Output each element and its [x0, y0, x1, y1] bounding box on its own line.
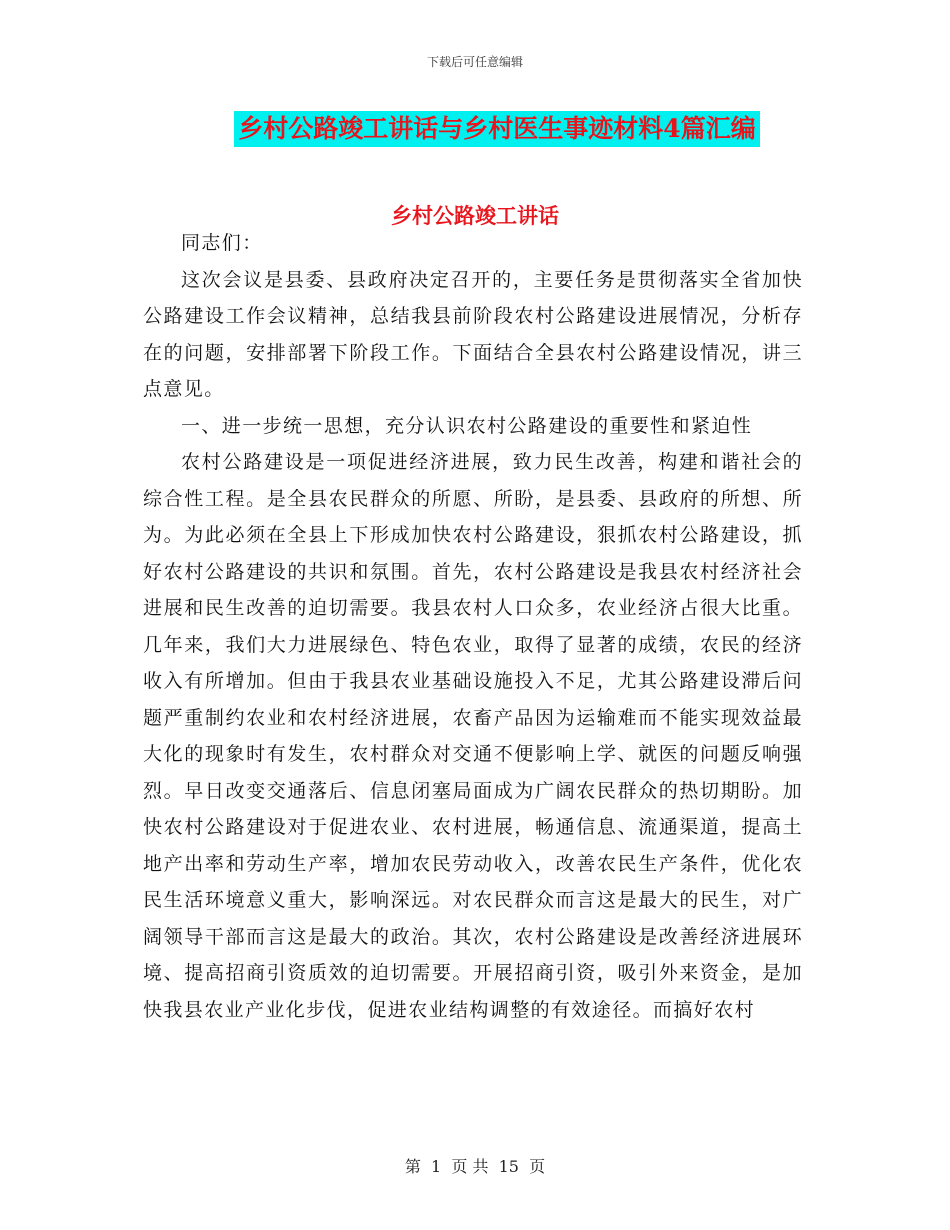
- paragraph-salutation: 同志们：: [181, 232, 263, 254]
- paragraph-intro: 这次会议是县委、县政府决定召开的，主要任务是贯彻落实全省加快公路建设工作会议精神，总结我县前阶段农村公路建设进展情况，分析存在的问题，安排部署下阶段工作。下面结合全县农村公路建设情况，讲三点意见。: [143, 268, 803, 400]
- footer-prefix: 第: [404, 1157, 421, 1176]
- footer-total-pages: 15: [498, 1157, 519, 1176]
- page-footer: [0, 1154, 950, 1177]
- section-title: 乡村公路竣工讲话: [391, 203, 559, 228]
- paragraph-heading-one: 一、进一步统一思想，充分认识农村公路建设的重要性和紧迫性: [181, 414, 753, 437]
- document-title-wrapper: [0, 111, 950, 147]
- header-note: 下载后可任意编辑: [426, 55, 523, 69]
- document-title: 乡村公路竣工讲话与乡村医生事迹材料4篇汇编: [234, 111, 759, 147]
- paragraph-body: 农村公路建设是一项促进经济进展，致力民生改善，构建和谐社会的综合性工程。是全县农民群众的所愿、所盼，是县委、县政府的所想、所为。为此必须在全县上下形成加快农村公路建设，狠抓农村公路建设，抓好农村公路建设的共识和氛围。首先，农村公路建设是我县农村经济社会进展和民生改善的迫切需要。我县农村人口众多，农业经济占很大比重。几年来，我们大力进展绿色、特色农业，取得了显著的成绩，农民的经济收入有所增加。但由于我县农业基础设施投入不足，尤其公路建设滞后问题严重制约农业和农村经济进展，农畜产品因为运输难而不能实现效益最大化的现象时有发生，农村群众对交通不便影响上学、就医的问题反响强烈。早日改变交通落后、信息闭塞局面成为广阔农民群众的热切期盼。加快农村公路建设对于促进农业、农村进展，畅通信息、流通渠道，提高土地产出率和劳动生产率，增加农民劳动收入，改善农民生产条件，优化农民生活环境意义重大，影响深远。对农民群众而言这是最大的民生，对广阔领导干部而言这是最大的政治。其次，农村公路建设是改善经济进展环境、提高招商引资质效的迫切需要。开展招商引资，吸引外来资金，是加快我县农业产业化步伐，促进农业结构调整的有效途径。而搞好农村: [143, 451, 803, 1021]
- footer-current-page: 1: [431, 1157, 442, 1176]
- footer-suffix: 页: [529, 1157, 546, 1176]
- footer-middle: 页 共: [451, 1157, 489, 1176]
- document-body: [143, 225, 803, 1028]
